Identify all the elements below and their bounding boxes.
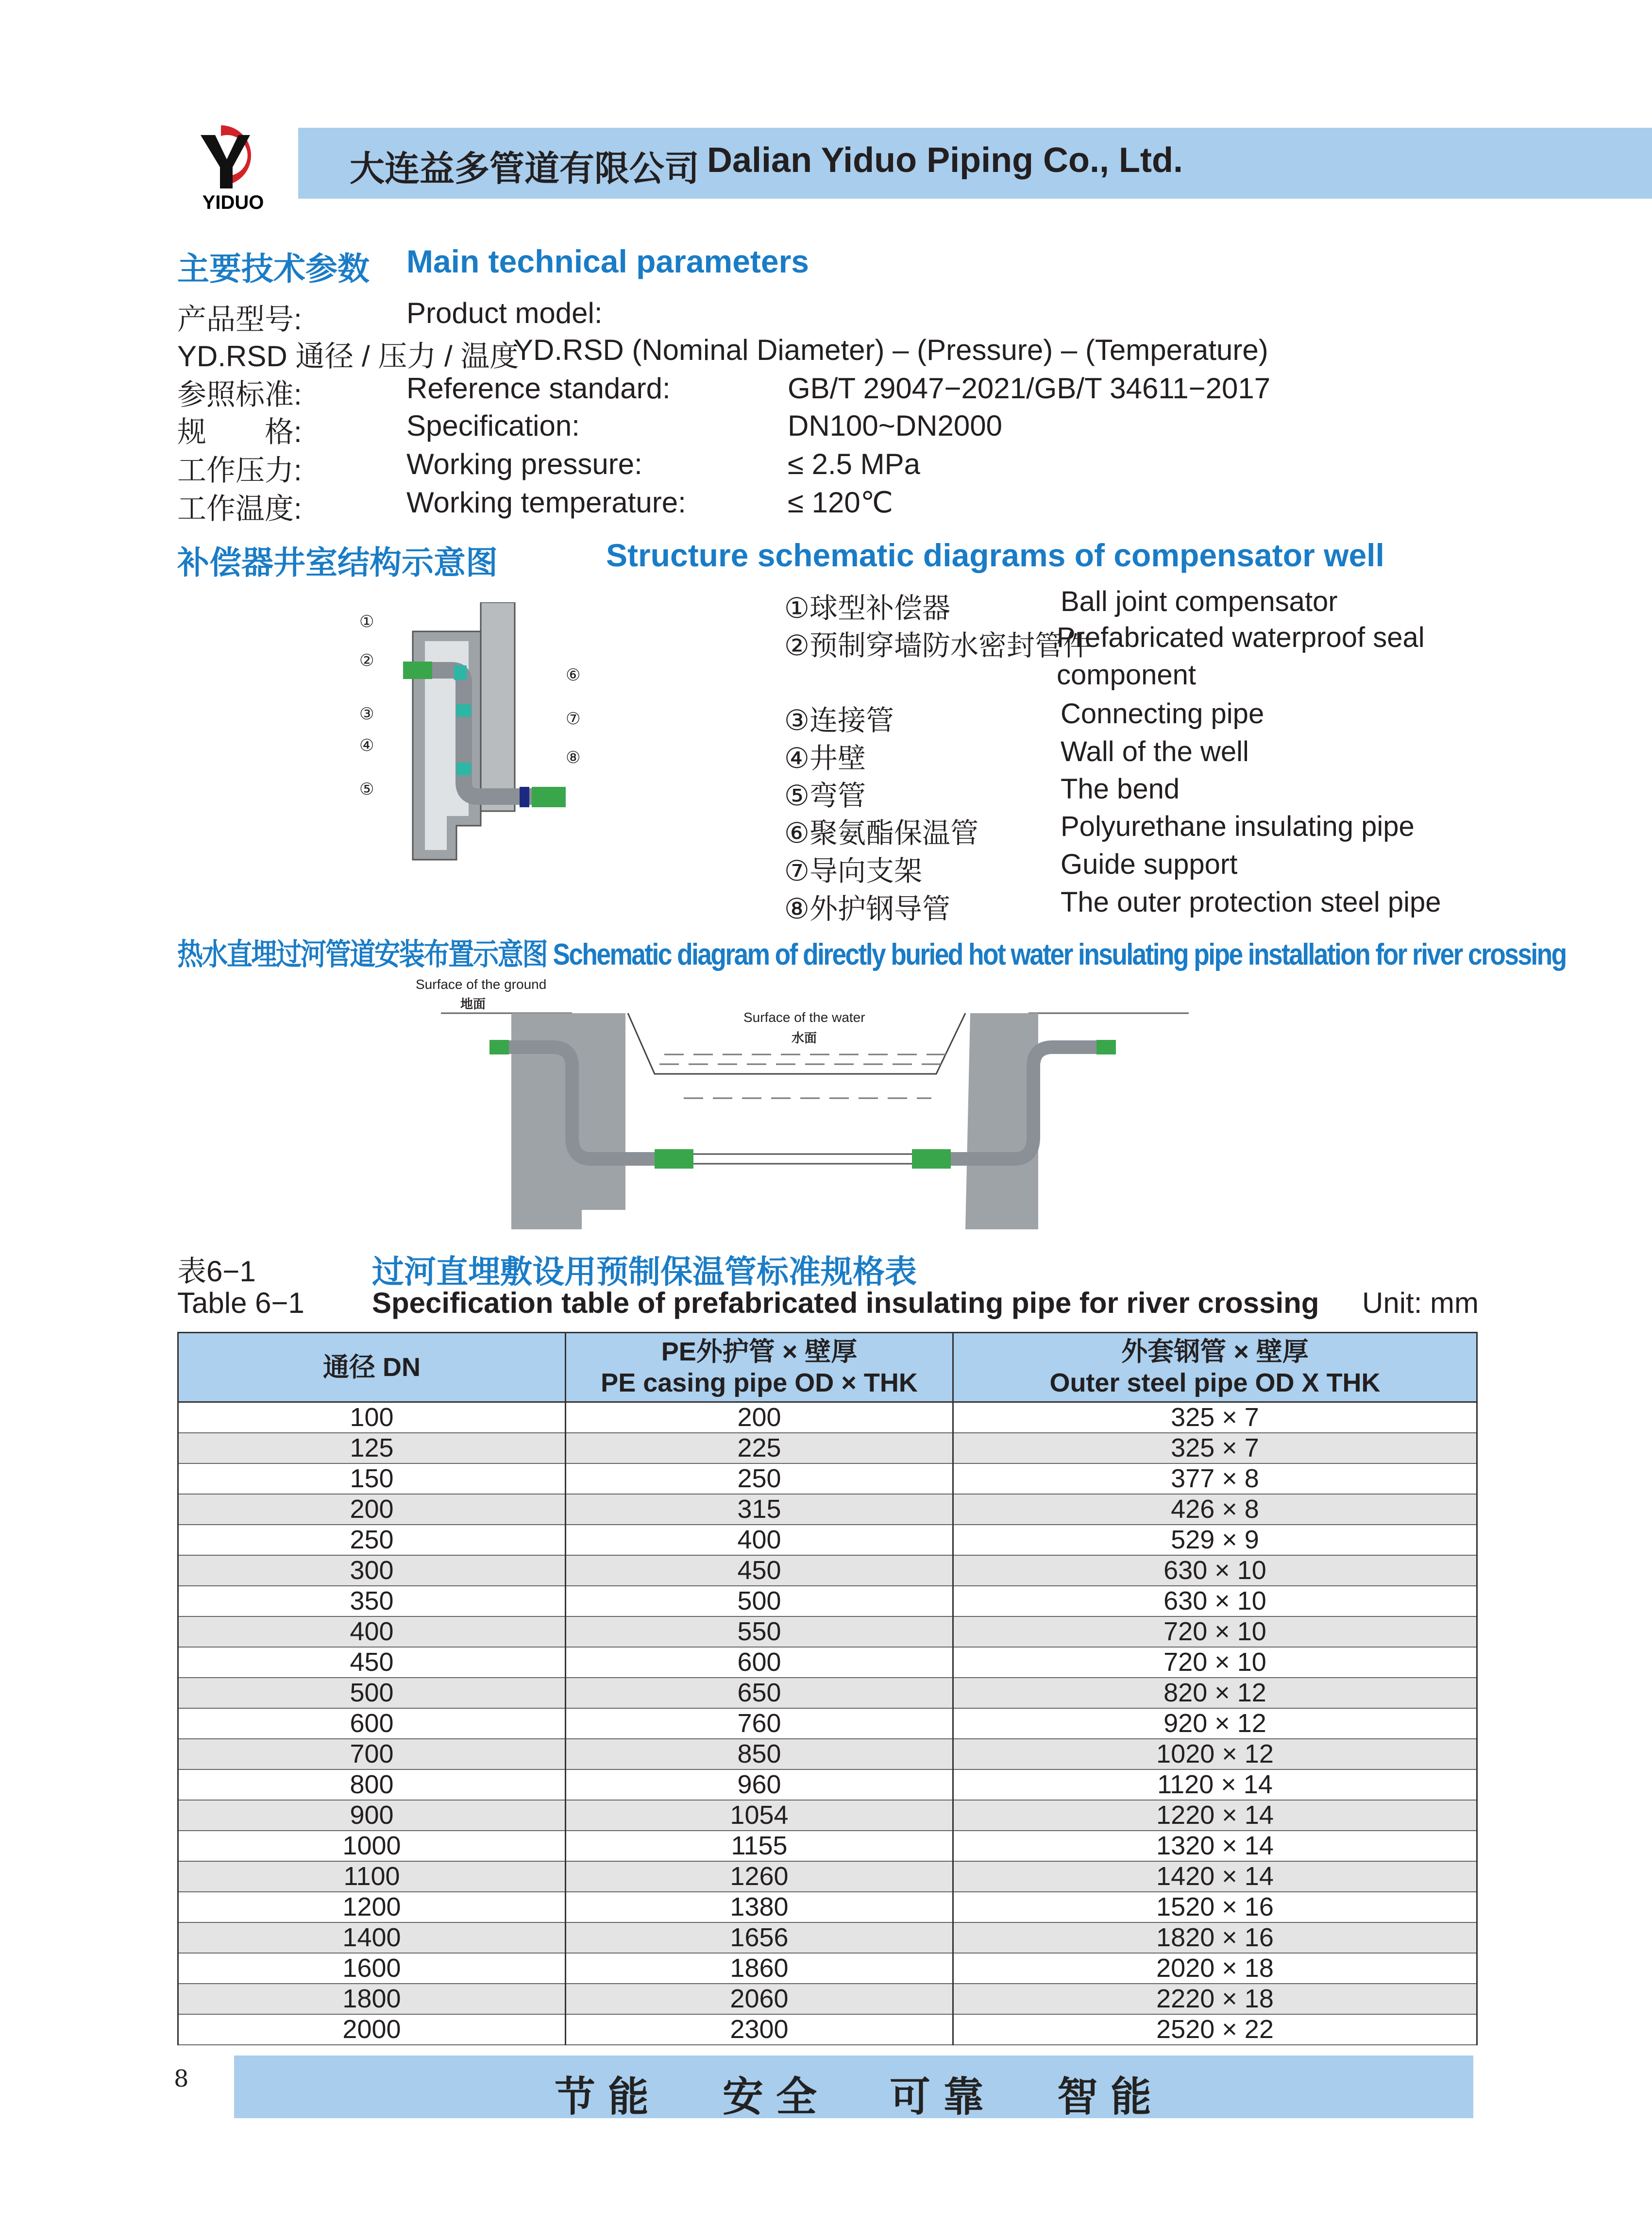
table-cell: 450	[566, 1555, 953, 1586]
params-title-cn: 主要技术参数	[177, 251, 370, 287]
compensator-well-diagram	[359, 602, 592, 889]
legend-item-en: The bend	[1061, 773, 1180, 805]
table-row	[178, 1463, 1477, 1494]
legend-item-en: Connecting pipe	[1061, 698, 1264, 730]
legend-item-en: Wall of the well	[1061, 736, 1249, 767]
param-value: GB/T 29047−2021/GB/T 34611−2017	[788, 372, 1271, 405]
table-cell: 325 × 7	[953, 1433, 1477, 1463]
table-row	[178, 1800, 1477, 1831]
footer-band	[234, 2056, 1473, 2121]
table-cell: 2300	[566, 2014, 953, 2045]
table-cell: 650	[566, 1678, 953, 1708]
param-label-en: YD.RSD (Nominal Diameter) – (Pressure) – (Temperature)	[514, 334, 1268, 366]
param-label-cn: 工作温度:	[177, 493, 302, 525]
table-cell: 529 × 9	[953, 1525, 1477, 1555]
header-text: Outer steel pipe OD X THK	[1049, 1368, 1381, 1397]
table-row	[178, 1525, 1477, 1555]
table-cell: 350	[178, 1586, 566, 1616]
spec-table	[177, 1332, 1478, 2045]
header-dn	[178, 1333, 566, 1402]
table-cell: 2220 × 18	[953, 1984, 1477, 2014]
param-label-cn: 规 格:	[177, 416, 302, 448]
table-row	[178, 1402, 1477, 1433]
table-row	[178, 1616, 1477, 1647]
legend-item-en: Ball joint compensator	[1061, 586, 1338, 617]
table-cell: 100	[178, 1402, 566, 1433]
table-row	[178, 1892, 1477, 1922]
table-cell: 630 × 10	[953, 1555, 1477, 1586]
table-row	[178, 1647, 1477, 1678]
table-cell: 1020 × 12	[953, 1739, 1477, 1769]
table-cell: 1600	[178, 1953, 566, 1984]
svg-text:YIDUO: YIDUO	[202, 192, 264, 213]
callout-number: ①	[359, 612, 374, 631]
params-title-en: Main technical parameters	[406, 243, 809, 279]
table-row	[178, 1953, 1477, 1984]
table-cell: 2060	[566, 1984, 953, 2014]
table-cell: 250	[566, 1463, 953, 1494]
table-cell: 1420 × 14	[953, 1861, 1477, 1892]
table-cell: 300	[178, 1555, 566, 1586]
param-label-en: Working pressure:	[406, 448, 642, 480]
table-cell: 700	[178, 1739, 566, 1769]
table-cell: 426 × 8	[953, 1494, 1477, 1525]
table-cell: 600	[178, 1708, 566, 1739]
table-cell: 630 × 10	[953, 1586, 1477, 1616]
structure-title-cn: 补偿器井室结构示意图	[177, 544, 498, 580]
table-title-en: Specification table of prefabricated insulating pipe for river crossing	[372, 1287, 1319, 1319]
header-text: PE casing pipe OD × THK	[601, 1368, 918, 1397]
param-label-cn: 工作压力:	[177, 454, 302, 487]
table-row	[178, 1586, 1477, 1616]
table-cell: 315	[566, 1494, 953, 1525]
header-text: PE外护管 × 壁厚	[661, 1337, 858, 1366]
company-name-en: Dalian Yiduo Piping Co., Ltd.	[707, 141, 1183, 180]
table-cell: 2020 × 18	[953, 1953, 1477, 1984]
table-cell: 225	[566, 1433, 953, 1463]
table-cell: 250	[178, 1525, 566, 1555]
table-cell: 1800	[178, 1984, 566, 2014]
table-cell: 550	[566, 1616, 953, 1647]
table-cell: 1260	[566, 1861, 953, 1892]
table-cell: 325 × 7	[953, 1402, 1477, 1433]
callout-number: ③	[359, 705, 374, 723]
table-cell: 920 × 12	[953, 1708, 1477, 1739]
param-label-en: Specification:	[406, 409, 580, 442]
callout-number: ④	[359, 736, 374, 755]
table-cell: 400	[566, 1525, 953, 1555]
table-row	[178, 1739, 1477, 1769]
table-row	[178, 1831, 1477, 1861]
water-label-en: Surface of the water	[743, 1010, 865, 1025]
table-row	[178, 1769, 1477, 1800]
slogan: 节能	[555, 2073, 662, 2121]
table-cell: 760	[566, 1708, 953, 1739]
table-cell: 720 × 10	[953, 1616, 1477, 1647]
param-value: DN100~DN2000	[788, 409, 1002, 442]
table-cell: 1520 × 16	[953, 1892, 1477, 1922]
table-cell: 150	[178, 1463, 566, 1494]
table-cell: 2520 × 22	[953, 2014, 1477, 2045]
page-number: 8	[174, 2065, 189, 2092]
legend-item-cn: ⑦导向支架	[784, 855, 922, 887]
legend-item-cn: ⑥聚氨酯保温管	[784, 817, 978, 849]
table-cell: 1120 × 14	[953, 1769, 1477, 1800]
slogan: 智能	[1057, 2073, 1164, 2121]
legend-item-cn: ④井壁	[784, 743, 866, 774]
company-name-cn: 大连益多管道有限公司	[350, 150, 700, 188]
table-cell: 900	[178, 1800, 566, 1831]
ground-label-cn: 地面	[460, 997, 486, 1011]
legend-item-en: Guide support	[1061, 849, 1238, 880]
table-cell: 1400	[178, 1922, 566, 1953]
table-label-cn: 表6−1	[177, 1255, 256, 1288]
param-label-cn: 产品型号:	[177, 303, 302, 336]
table-cell: 500	[566, 1586, 953, 1616]
param-label-cn: YD.RSD 通径 / 压力 / 温度	[177, 340, 519, 373]
callout-number: ⑥	[566, 666, 581, 684]
param-label-en: Product model:	[406, 297, 603, 329]
table-cell: 1656	[566, 1922, 953, 1953]
table-row	[178, 2014, 1477, 2045]
param-label-en: Working temperature:	[406, 486, 686, 519]
param-value: ≤ 2.5 MPa	[788, 448, 921, 480]
river-crossing-diagram	[412, 977, 1194, 1229]
legend-item-cn: ⑧外护钢导管	[784, 893, 950, 925]
table-cell: 1820 × 16	[953, 1922, 1477, 1953]
table-cell: 450	[178, 1647, 566, 1678]
table-cell: 2000	[178, 2014, 566, 2045]
logo	[192, 120, 274, 213]
table-row	[178, 1708, 1477, 1739]
table-cell: 1220 × 14	[953, 1800, 1477, 1831]
table-row	[178, 1984, 1477, 2014]
table-cell: 600	[566, 1647, 953, 1678]
header-text: 外套钢管 × 壁厚	[1121, 1337, 1309, 1366]
table-row	[178, 1678, 1477, 1708]
table-cell: 800	[178, 1769, 566, 1800]
table-cell: 125	[178, 1433, 566, 1463]
param-label-en: Reference standard:	[406, 372, 671, 405]
table-label-en: Table 6−1	[177, 1287, 304, 1319]
table-row	[178, 1922, 1477, 1953]
table-cell: 820 × 12	[953, 1678, 1477, 1708]
legend-item-cn: ③连接管	[784, 705, 894, 736]
param-label-cn: 参照标准:	[177, 378, 302, 411]
slogan: 安全	[723, 2073, 830, 2121]
header-pe	[566, 1333, 953, 1402]
header-text: 通径 DN	[323, 1353, 421, 1382]
table-cell: 1380	[566, 1892, 953, 1922]
legend-item-cn: ①球型补偿器	[784, 593, 950, 624]
ground-label-en: Surface of the ground	[416, 977, 547, 992]
header-steel	[953, 1333, 1477, 1402]
river-crossing-title: 热水直埋过河管道安装布置示意图 Schematic diagram of directly buried hot water insulating pipe installation for river crossing	[177, 938, 1566, 971]
table-cell: 960	[566, 1769, 953, 1800]
water-label-cn: 水面	[792, 1031, 817, 1045]
param-value: ≤ 120℃	[788, 486, 893, 519]
table-cell: 500	[178, 1678, 566, 1708]
table-cell: 400	[178, 1616, 566, 1647]
table-cell: 1000	[178, 1831, 566, 1861]
table-cell: 1100	[178, 1861, 566, 1892]
legend-item-cn: ⑤弯管	[784, 780, 866, 812]
slogan: 可靠	[890, 2073, 997, 2121]
header-band	[298, 128, 1652, 199]
table-cell: 1860	[566, 1953, 953, 1984]
table-cell: 1155	[566, 1831, 953, 1861]
table-cell: 200	[566, 1402, 953, 1433]
table-cell: 1320 × 14	[953, 1831, 1477, 1861]
table-row	[178, 1494, 1477, 1525]
table-cell: 1054	[566, 1800, 953, 1831]
table-cell: 850	[566, 1739, 953, 1769]
table-cell: 1200	[178, 1892, 566, 1922]
table-title-cn: 过河直埋敷设用预制保温管标准规格表	[372, 1254, 917, 1290]
legend-item-cn: ②预制穿墙防水密封管件	[784, 630, 1091, 662]
callout-number: ⑤	[359, 780, 374, 799]
legend-item-en: Polyurethane insulating pipe	[1061, 811, 1415, 842]
callout-number: ②	[359, 651, 374, 670]
legend-item-en: The outer protection steel pipe	[1061, 886, 1441, 918]
table-row	[178, 1555, 1477, 1586]
table-cell: 200	[178, 1494, 566, 1525]
table-row	[178, 1861, 1477, 1892]
table-row	[178, 1433, 1477, 1463]
structure-title-en: Structure schematic diagrams of compensator well	[606, 537, 1384, 573]
table-cell: 377 × 8	[953, 1463, 1477, 1494]
callout-number: ⑧	[566, 748, 581, 767]
legend-item-en: Prefabricated waterproof seal component	[1057, 622, 1425, 691]
callout-number: ⑦	[566, 710, 581, 728]
table-cell: 720 × 10	[953, 1647, 1477, 1678]
table-unit: Unit: mm	[1362, 1287, 1479, 1319]
